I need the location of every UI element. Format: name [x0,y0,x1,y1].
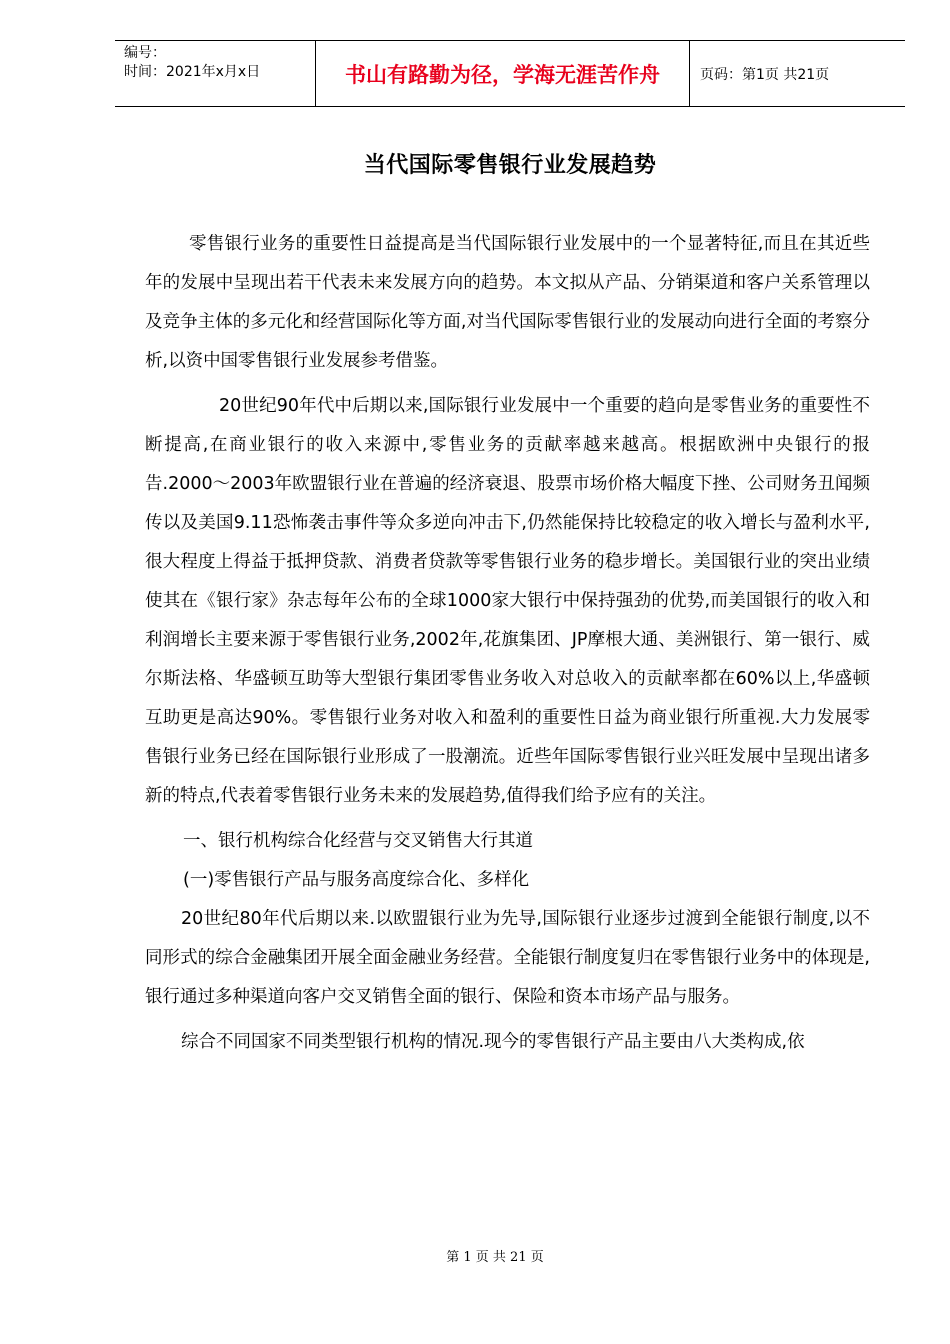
body-paragraph-universal-banking: 20世纪80年代后期以来.以欧盟银行业为先导,国际银行业逐步过渡到全能银行制度,以不同形式的综合金融集团开展全面金融业务经营。全能银行制度复归在零售银行业务中的体现是,银行通过多种渠道向客户交叉销售全面的银行、保险和资本市场产品与服务。 [145,909,870,1007]
document-body [145,225,870,1068]
section-heading-1: 一、银行机构综合化经营与交叉销售大行其道 [183,831,533,851]
body-paragraph-products: 综合不同国家不同类型银行机构的情况.现今的零售银行产品主要由八大类构成,依 [181,1032,805,1052]
body-paragraph-background: 20世纪90年代中后期以来,国际银行业发展中一个重要的趋向是零售业务的重要性不断提高,在商业银行的收入来源中,零售业务的贡献率越来越高。根据欧洲中央银行的报告.2000～2003年欧盟银行业在普遍的经济衰退、股票市场价格大幅度下挫、公司财务丑闻频传以及美国9.11恐怖袭击事件等众多逆向冲击下,仍然能保持比较稳定的收入增长与盈利水平,很大程度上得益于抵押贷款、消费者贷款等零售银行业务的稳步增长。美国银行业的突出业绩使其在《银行家》杂志每年公布的全球1000家大银行中保持强劲的优势,而美国银行的收入和利润增长主要来源于零售银行业务,2002年,花旗集团、JP摩根大通、美洲银行、第一银行、威尔斯法格、华盛顿互助等大型银行集团零售业务收入对总收入的贡献率都在60%以上,华盛顿互助更是高达90%。零售银行业务对收入和盈利的重要性日益为商业银行所重视.大力发展零售银行业务已经在国际银行业形成了一股潮流。近些年国际零售银行业兴旺发展中呈现出诸多新的特点,代表着零售银行业务未来的发展趋势,值得我们给予应有的关注。 [145,396,870,806]
document-time-label: 时间：2021年x月x日 [124,64,261,80]
header-motto-cell [316,41,690,106]
header-meta-cell [115,41,316,106]
body-paragraph-intro: 零售银行业务的重要性日益提高是当代国际银行业发展中的一个显著特征,而且在其近些年的发展中呈现出若干代表未来发展方向的趋势。本文拟从产品、分销渠道和客户关系管理以及竞争主体的多元化和经营国际化等方面,对当代国际零售银行业的发展动向进行全面的考察分析,以资中国零售银行业发展参考借鉴。 [145,234,870,371]
header-page-cell [690,41,905,106]
header-motto: 书山有路勤为径，学海无涯苦作舟 [345,62,660,87]
page-footer: 第 1 页 共 21 页 [446,1250,544,1265]
subsection-heading-1: (一)零售银行产品与服务高度综合化、多样化 [183,870,530,890]
header-table [115,40,905,107]
document-number-label: 编号： [124,45,166,61]
document-title: 当代国际零售银行业发展趋势 [363,153,657,178]
header-page-info: 页码：第1页 共21页 [700,66,830,83]
